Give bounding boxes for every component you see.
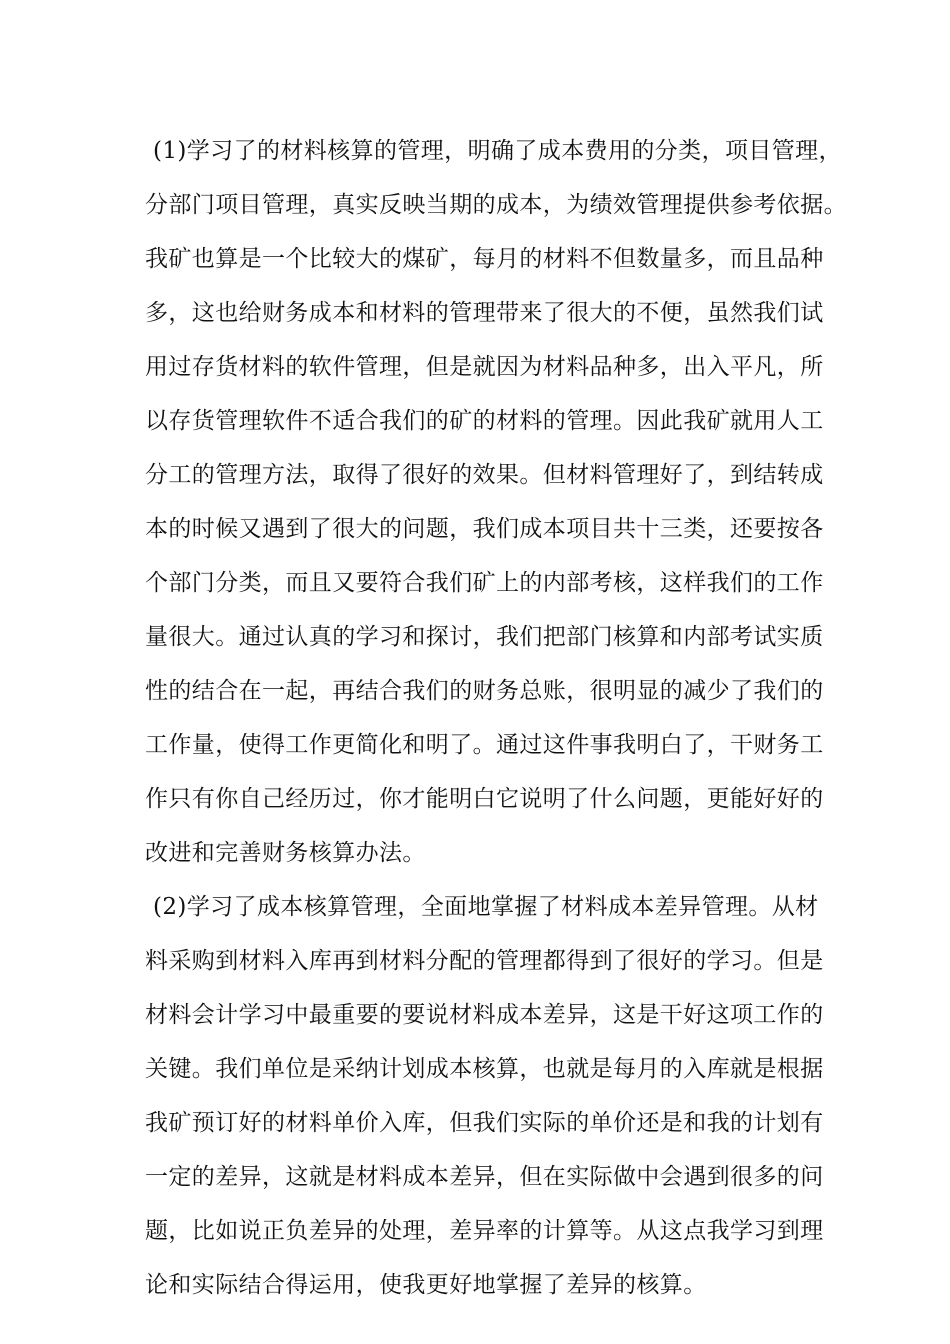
text-line: 改进和完善财务核算办法。	[145, 840, 426, 866]
paragraph-1	[145, 124, 847, 880]
text-line: 性的结合在一起，再结合我们的财务总账，很明显的减少了我们的	[145, 678, 824, 704]
paragraph-2	[145, 880, 824, 1312]
text-line: (2)学习了成本核算管理，全面地掌握了材料成本差异管理。从材	[153, 894, 819, 920]
text-line: 题，比如说正负差异的处理，差异率的计算等。从这点我学习到理	[145, 1218, 824, 1244]
text-line: 作只有你自己经历过，你才能明白它说明了什么问题，更能好好的	[145, 786, 824, 812]
text-line: 我矿预订好的材料单价入库，但我们实际的单价还是和我的计划有	[145, 1110, 824, 1136]
text-line: (1)学习了的材料核算的管理，明确了成本费用的分类，项目管理，	[153, 138, 842, 164]
text-line: 以存货管理软件不适合我们的矿的材料的管理。因此我矿就用人工	[145, 408, 824, 434]
text-line: 关键。我们单位是采纳计划成本核算，也就是每月的入库就是根据	[145, 1056, 824, 1082]
text-line: 论和实际结合得运用，使我更好地掌握了差异的核算。	[145, 1272, 707, 1298]
text-line: 材料会计学习中最重要的要说材料成本差异，这是干好这项工作的	[145, 1002, 824, 1028]
text-line: 一定的差异，这就是材料成本差异，但在实际做中会遇到很多的问	[145, 1164, 824, 1190]
text-line: 本的时候又遇到了很大的问题，我们成本项目共十三类，还要按各	[145, 516, 824, 542]
text-line: 多，这也给财务成本和材料的管理带来了很大的不便，虽然我们试	[145, 300, 824, 326]
text-line: 分工的管理方法，取得了很好的效果。但材料管理好了，到结转成	[145, 462, 824, 488]
text-line: 分部门项目管理，真实反映当期的成本，为绩效管理提供参考依据。	[145, 192, 847, 218]
text-line: 量很大。通过认真的学习和探讨，我们把部门核算和内部考试实质	[145, 624, 824, 650]
text-line: 我矿也算是一个比较大的煤矿，每月的材料不但数量多，而且品种	[145, 246, 824, 272]
text-line: 工作量，使得工作更简化和明了。通过这件事我明白了，干财务工	[145, 732, 824, 758]
document-body	[145, 124, 847, 1312]
text-line: 用过存货材料的软件管理，但是就因为材料品种多，出入平凡，所	[145, 354, 824, 380]
text-line: 个部门分类，而且又要符合我们矿上的内部考核，这样我们的工作	[145, 570, 824, 596]
text-line: 料采购到材料入库再到材料分配的管理都得到了很好的学习。但是	[145, 948, 824, 974]
